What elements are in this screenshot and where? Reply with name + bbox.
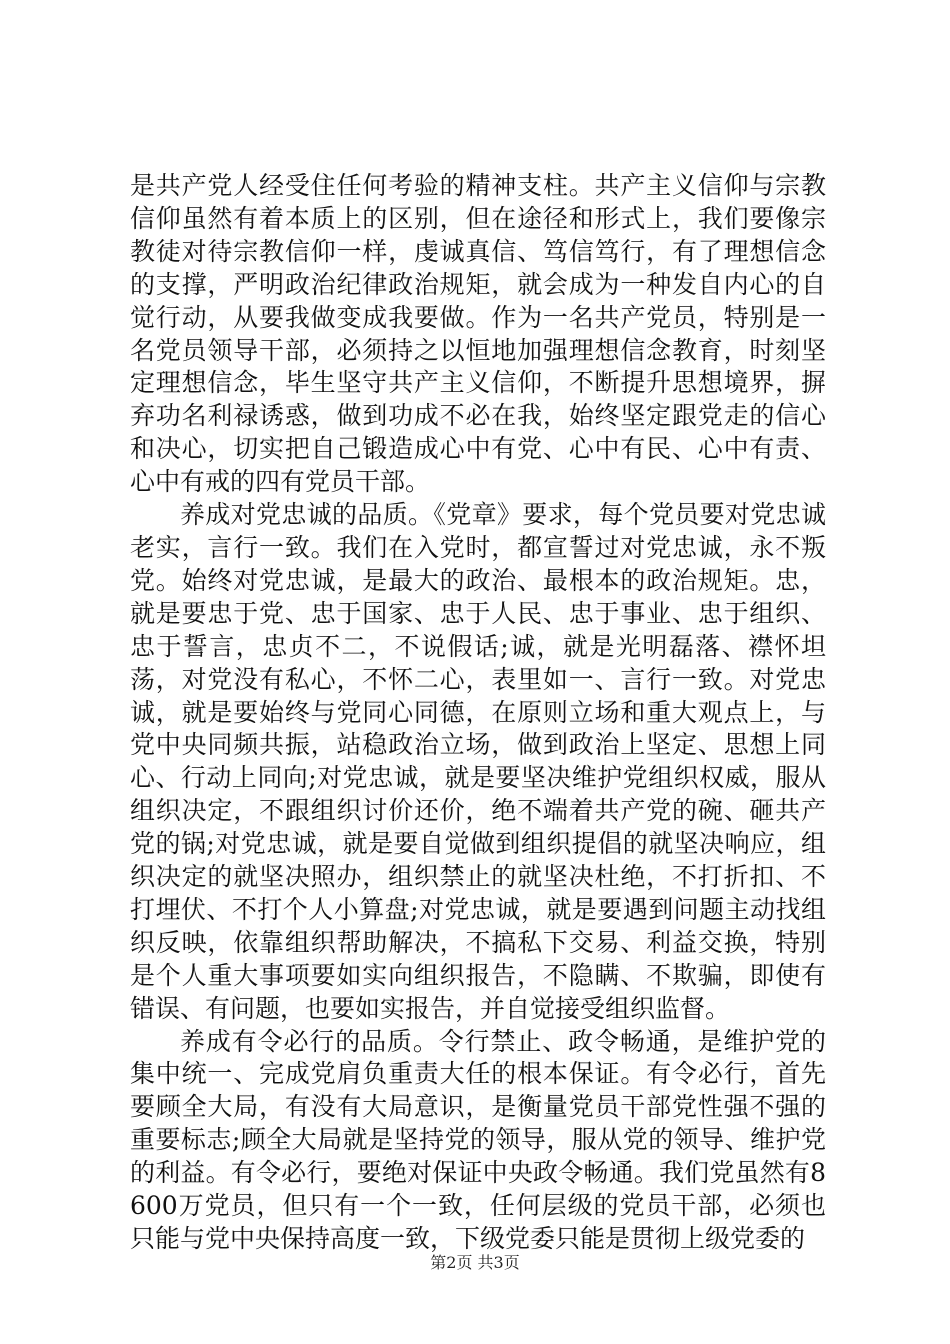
paragraph-obedience: 养成有令必行的品质。令行禁止、政令畅通，是维护党的集中统一、完成党肩负重责大任的根本保证。有令必行，首先要顾全大局，有没有大局意识，是衡量党员干部党性强不强的重要标志;顾全大局就是坚持党的领导，服从党的领导、维护党的利益。有令必行，要绝对保证中央政令畅通。我们党虽然有8600万党员，但只有一个一致，任何层级的党员干部，必须也只能与党中央保持高度一致，下级党委只能是贯彻上级党委的 [130,1026,826,1253]
page-footer: 第2页 共3页 [430,1253,520,1272]
document-body [130,170,826,1256]
paragraph-continuation: 是共产党人经受住任何考验的精神支柱。共产主义信仰与宗教信仰虽然有着本质上的区别，但在途径和形式上，我们要像宗教徒对待宗教信仰一样，虔诚真信、笃信笃行，有了理想信念的支撑，严明政治纪律政治规矩，就会成为一种发自内心的自觉行动，从要我做变成我要做。作为一名共产党员，特别是一名党员领导干部，必须持之以恒地加强理想信念教育，时刻坚定理想信念，毕生坚守共产主义信仰，不断提升思想境界，摒弃功名利禄诱惑，做到功成不必在我，始终坚定跟党走的信心和决心，切实把自己锻造成心中有党、心中有民、心中有责、心中有戒的四有党员干部。 [130,171,826,497]
paragraph-loyalty: 养成对党忠诚的品质。《党章》要求，每个党员要对党忠诚老实，言行一致。我们在入党时，都宣誓过对党忠诚，永不叛党。始终对党忠诚，是最大的政治、最根本的政治规矩。忠，就是要忠于党、忠于国家、忠于人民、忠于事业、忠于组织、忠于誓言，忠贞不二，不说假话;诚，就是光明磊落、襟怀坦荡，对党没有私心，不怀二心，表里如一、言行一致。对党忠诚，就是要始终与党同心同德，在原则立场和重大观点上，与党中央同频共振，站稳政治立场，做到政治上坚定、思想上同心、行动上同向;对党忠诚，就是要坚决维护党组织权威，服从组织决定，不跟组织讨价还价，绝不端着共产党的碗、砸共产党的锅;对党忠诚，就是要自觉做到组织提倡的就坚决响应，组织决定的就坚决照办，组织禁止的就坚决杜绝，不打折扣、不打埋伏、不打个人小算盘;对党忠诚，就是要遇到问题主动找组织反映，依靠组织帮助解决，不搞私下交易、利益交换，特别是个人重大事项要如实向组织报告，不隐瞒、不欺骗，即使有错误、有问题，也要如实报告，并自觉接受组织监督。 [130,500,826,1023]
